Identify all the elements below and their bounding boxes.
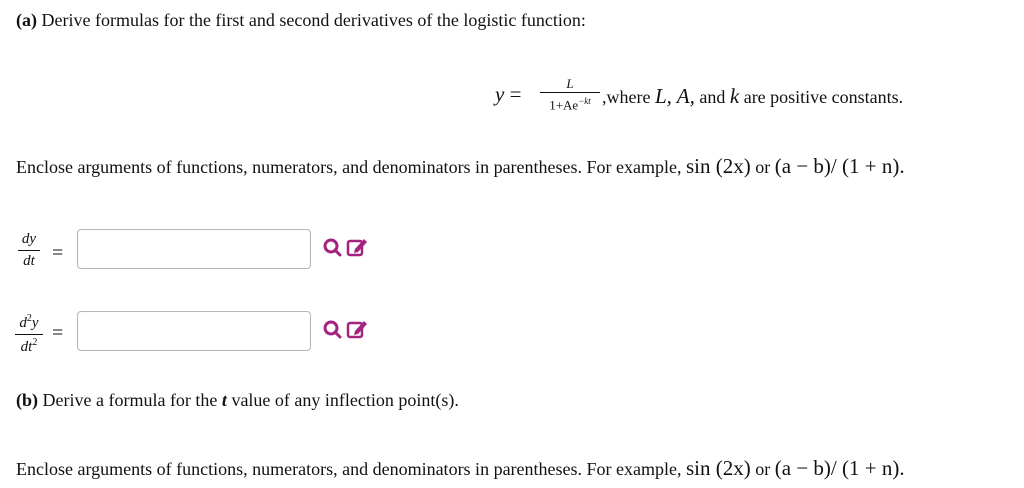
- equals-sign: =: [52, 242, 64, 264]
- pencil-edit-icon[interactable]: [346, 236, 368, 258]
- second-derivative-label: $d^2y$ $dt^2$: [15, 313, 43, 356]
- part-a-label: (a): [16, 10, 37, 30]
- fraction-example: (a − b)/ (1 + n).: [774, 154, 905, 178]
- sin-example: sin (2x): [686, 154, 751, 178]
- part-b-question: (b) Derive a formula for the t value of any inflection point(s).: [16, 390, 459, 410]
- first-derivative-input[interactable]: [77, 229, 311, 269]
- formula-denominator: $1+Ae^{-kt}$: [549, 96, 591, 113]
- formula-numerator: L: [566, 76, 574, 91]
- instruction-text-b: Enclose arguments of functions, numerators, and denominators in parentheses. For example, sin (2x) or (a − b)/ (1 + n).: [16, 456, 905, 480]
- equals-sign: =: [52, 322, 64, 344]
- first-derivative-label: dy dt: [18, 231, 40, 270]
- magnifier-icon[interactable]: [322, 237, 344, 259]
- part-a-question: [16, 10, 586, 31]
- formula-lhs: y =: [495, 82, 522, 106]
- part-b-label: (b): [16, 390, 38, 410]
- formula-description: ,where L, A, and k are positive constants.: [602, 84, 904, 108]
- instruction-text: Enclose arguments of functions, numerators, and denominators in parentheses. For example, sin (2x) or (a − b)/ (1 + n).: [16, 154, 905, 178]
- pencil-edit-icon[interactable]: [346, 318, 368, 340]
- second-derivative-input[interactable]: [77, 311, 311, 351]
- magnifier-icon[interactable]: [322, 319, 344, 341]
- formula-vars: L, A,: [654, 84, 695, 108]
- formula-fraction: [540, 77, 600, 112]
- part-a-prompt: Derive formulas for the first and second derivatives of the logistic function:: [41, 10, 586, 30]
